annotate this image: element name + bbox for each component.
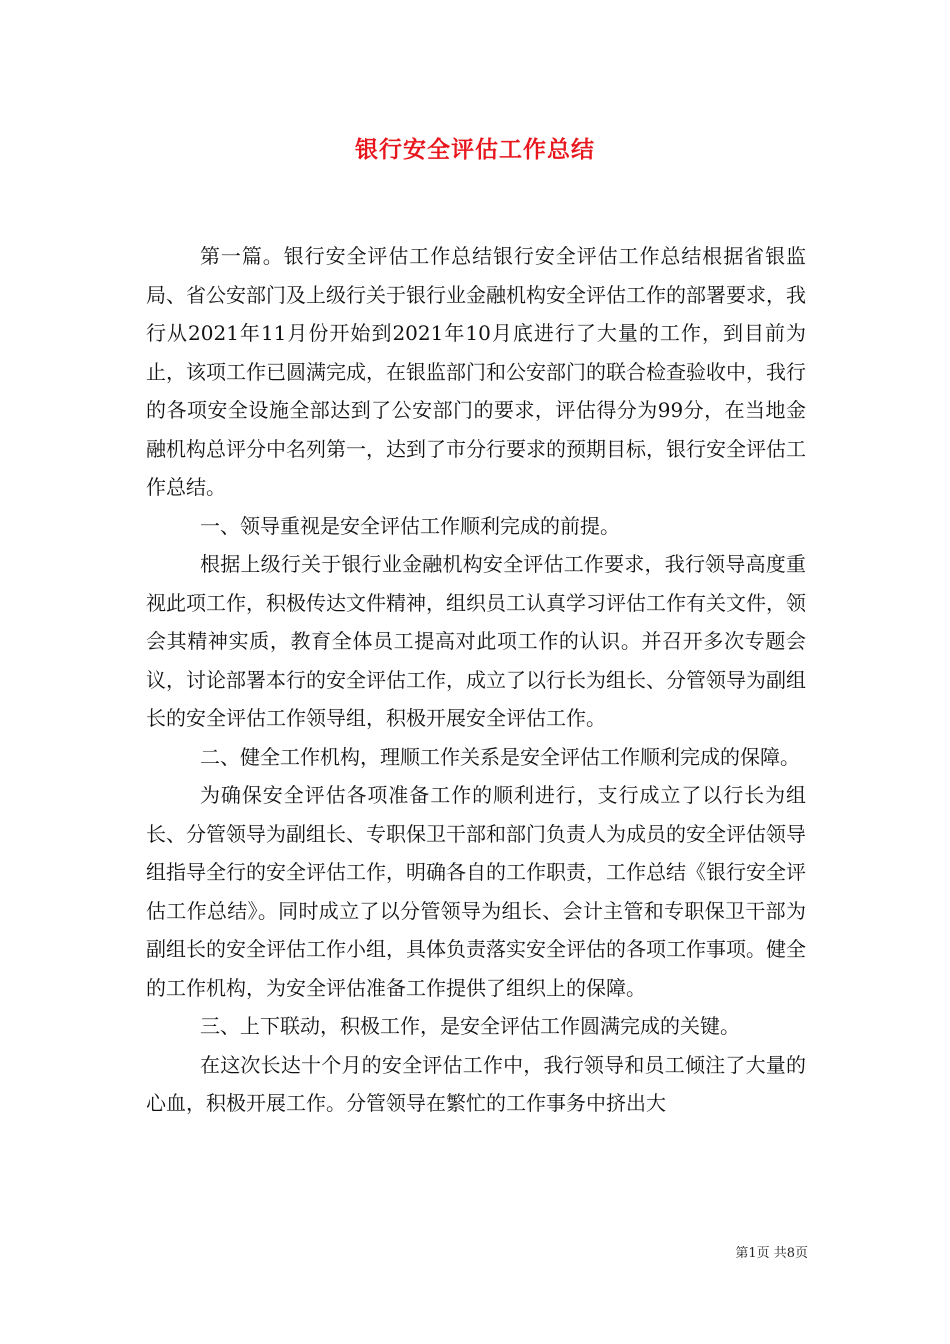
page-number-footer: 第1页 共8页 [735,1246,808,1261]
document-title: 银行安全评估工作总结 [355,136,595,163]
paragraph-intro: 第一篇。银行安全评估工作总结银行安全评估工作总结根据省银监局、省公安部门及上级行关于银行业金融机构安全评估工作的部署要求，我行从2021年11月份开始到2021年10月底进行了大量的工作，到目前为止，该项工作已圆满完成，在银监部门和公安部门的联合检查验收中，我行的各项安全设施全部达到了公安部门的要求，评估得分为99分，在当地金融机构总评分中名列第一，达到了市分行要求的预期目标，银行安全评估工作总结。 [146,244,806,499]
section-heading-3: 三、上下联动，积极工作，是安全评估工作圆满完成的关键。 [200,1014,740,1038]
section-heading-1: 一、领导重视是安全评估工作顺利完成的前提。 [200,513,620,538]
section-heading-2: 二、健全工作机构，理顺工作关系是安全评估工作顺利完成的保障。 [200,744,800,769]
paragraph-section-1: 根据上级行关于银行业金融机构安全评估工作要求，我行领导高度重视此项工作，积极传达文件精神，组织员工认真学习评估工作有关文件，领会其精神实质，教育全体员工提高对此项工作的认识。并召开多次专题会议，讨论部署本行的安全评估工作，成立了以行长为组长、分管领导为副组长的安全评估工作领导组，积极开展安全评估工作。 [146,552,806,730]
paragraph-section-2: 为确保安全评估各项准备工作的顺利进行，支行成立了以行长为组长、分管领导为副组长、专职保卫干部和部门负责人为成员的安全评估领导组指导全行的安全评估工作，明确各自的工作职责，工作总结《银行安全评估工作总结》。同时成立了以分管领导为组长、会计主管和专职保卫干部为副组长的安全评估工作小组，具体负责落实安全评估的各项工作事项。健全的工作机构，为安全评估准备工作提供了组织上的保障。 [146,783,806,1000]
document-body [146,237,806,1123]
paragraph-section-3: 在这次长达十个月的安全评估工作中，我行领导和员工倾注了大量的心血，积极开展工作。分管领导在繁忙的工作事务中挤出大 [146,1052,806,1115]
